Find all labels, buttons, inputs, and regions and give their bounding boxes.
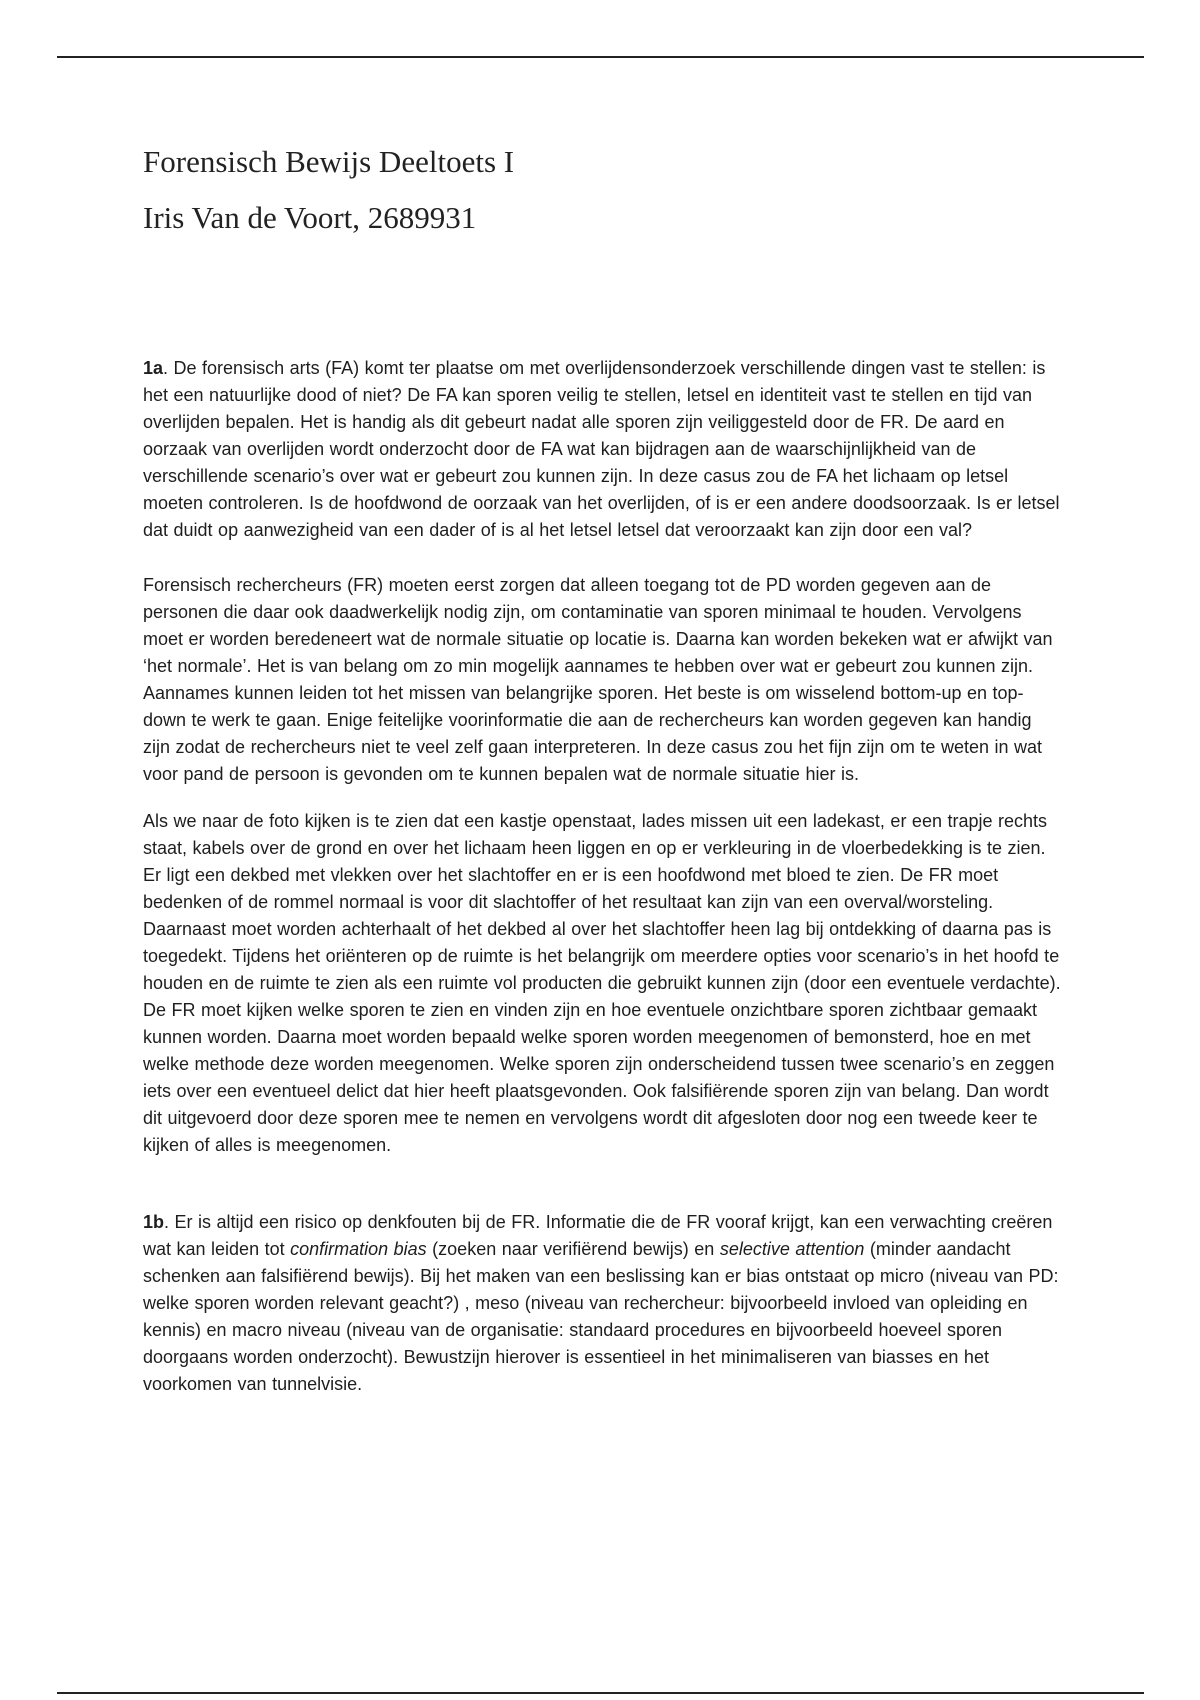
section-1b-text-2: (zoeken naar verifiërend bewijs) en [426,1239,720,1259]
section-1b-paragraph [143,1209,1063,1398]
section-1b-emphasis-2: selective attention [719,1239,865,1259]
section-1a-label: 1a [143,358,164,378]
section-1a-paragraph-3: Als we naar de foto kijken is te zien dat een kastje openstaat, lades missen uit een ladekast, er een trapje rechts staat, kabels over de grond en over het lichaam heen liggen en op er verkleuring in de vloerbedekking is te zien. Er ligt een dekbed met vlekken over het slachtoffer en er is een hoofdwond met bloed te zien. De FR moet bedenken of de rommel normaal is voor dit slachtoffer of het resultaat kan zijn van een overval/worsteling. Daarnaast moet worden achterhaalt of het dekbed al over het slachtoffer heen lag bij ontdekking of daarna pas is toegedekt. Tijdens het oriënteren op de ruimte is het belangrijk om meerdere opties voor scenario’s in het hoofd te houden en de ruimte te zien als een ruimte vol producten die gebruikt kunnen zijn (door een eventuele verdachte). De FR moet kijken welke sporen te zien en vinden zijn en hoe eventuele onzichtbare sporen zichtbaar gemaakt kunnen worden. Daarna moet worden bepaald welke sporen worden meegenomen of bemonsterd, hoe en met welke methode deze worden meegenomen. Welke sporen zijn onderscheidend tussen twee scenario’s en zeggen iets over een eventueel delict dat hier heeft plaatsgevonden. Ook falsifiërende sporen zijn van belang. Dan wordt dit uitgevoerd door deze sporen mee te nemen en vervolgens wordt dit afgesloten door nog een tweede keer te kijken of alles is meegenomen. [143,811,1061,1155]
section-1a-paragraph-1 [143,355,1063,544]
document-title: Forensisch Bewijs Deeltoets I [143,144,515,179]
section-1b-text-1: . Er is altijd een risico op denkfouten bij de FR. Informatie die de FR vooraf krijgt, kan een verwachting creëren wat kan leiden tot [143,1212,1053,1259]
top-page-rule [57,56,1144,58]
section-1b-emphasis-1: confirmation bias [290,1239,427,1259]
document-body [143,128,1063,1398]
section-1a-text-1: . De forensisch arts (FA) komt ter plaatse om met overlijdensonderzoek verschillende dingen vast te stellen: is het een natuurlijke dood of niet? De FA kan sporen veilig te stellen, letsel en identiteit vast te stellen en tijd van overlijden bepalen. Het is handig als dit gebeurt nadat alle sporen zijn veiliggesteld door de FR. De aard en oorzaak van overlijden wordt onderzocht door de FA wat kan bijdragen aan de waarschijnlijkheid van de verschillende scenario’s over wat er gebeurt zou kunnen zijn. In deze casus zou de FA het lichaam op letsel moeten controleren. Is de hoofdwond de oorzaak van het overlijden, of is er een andere doodsoorzaak. Is er letsel dat duidt op aanwezigheid van een dader of is al het letsel letsel dat veroorzaakt kan zijn door een val? [143,358,1060,540]
section-1a-paragraph-2: Forensisch rechercheurs (FR) moeten eerst zorgen dat alleen toegang tot de PD worden gegeven aan de personen die daar ook daadwerkelijk nodig zijn, om contaminatie van sporen minimaal te houden. Vervolgens moet er worden beredeneert wat de normale situatie op locatie is. Daarna kan worden bekeken wat er afwijkt van ‘het normale’. Het is van belang om zo min mogelijk aannames te hebben over wat er gebeurt zou kunnen zijn. Aannames kunnen leiden tot het missen van belangrijke sporen. Het beste is om wisselend bottom-up en top-down te werk te gaan. Enige feitelijke voorinformatie die aan de rechercheurs kan worden gegeven kan handig zijn zodat de rechercheurs niet te veel zelf gaan interpreteren. In deze casus zou het fijn zijn om te weten in wat voor pand de persoon is gevonden om te kunnen bepalen wat de normale situatie hier is. [143,575,1053,784]
bottom-page-rule [57,1692,1144,1694]
author-line: Iris Van de Voort, 2689931 [143,200,477,235]
section-1b-text-3: (minder aandacht schenken aan falsifiërend bewijs). Bij het maken van een beslissing kan er bias ontstaat op micro (niveau van PD: welke sporen worden relevant geacht?) , meso (niveau van rechercheur: bijvoorbeeld invloed van opleiding en kennis) en macro niveau (niveau van de organisatie: standaard procedures en bijvoorbeeld hoeveel sporen doorgaans worden onderzocht). Bewustzijn hierover is essentieel in het minimaliseren van biasses en het voorkomen van tunnelvisie. [143,1239,1059,1394]
section-1b-label: 1b [143,1212,165,1232]
